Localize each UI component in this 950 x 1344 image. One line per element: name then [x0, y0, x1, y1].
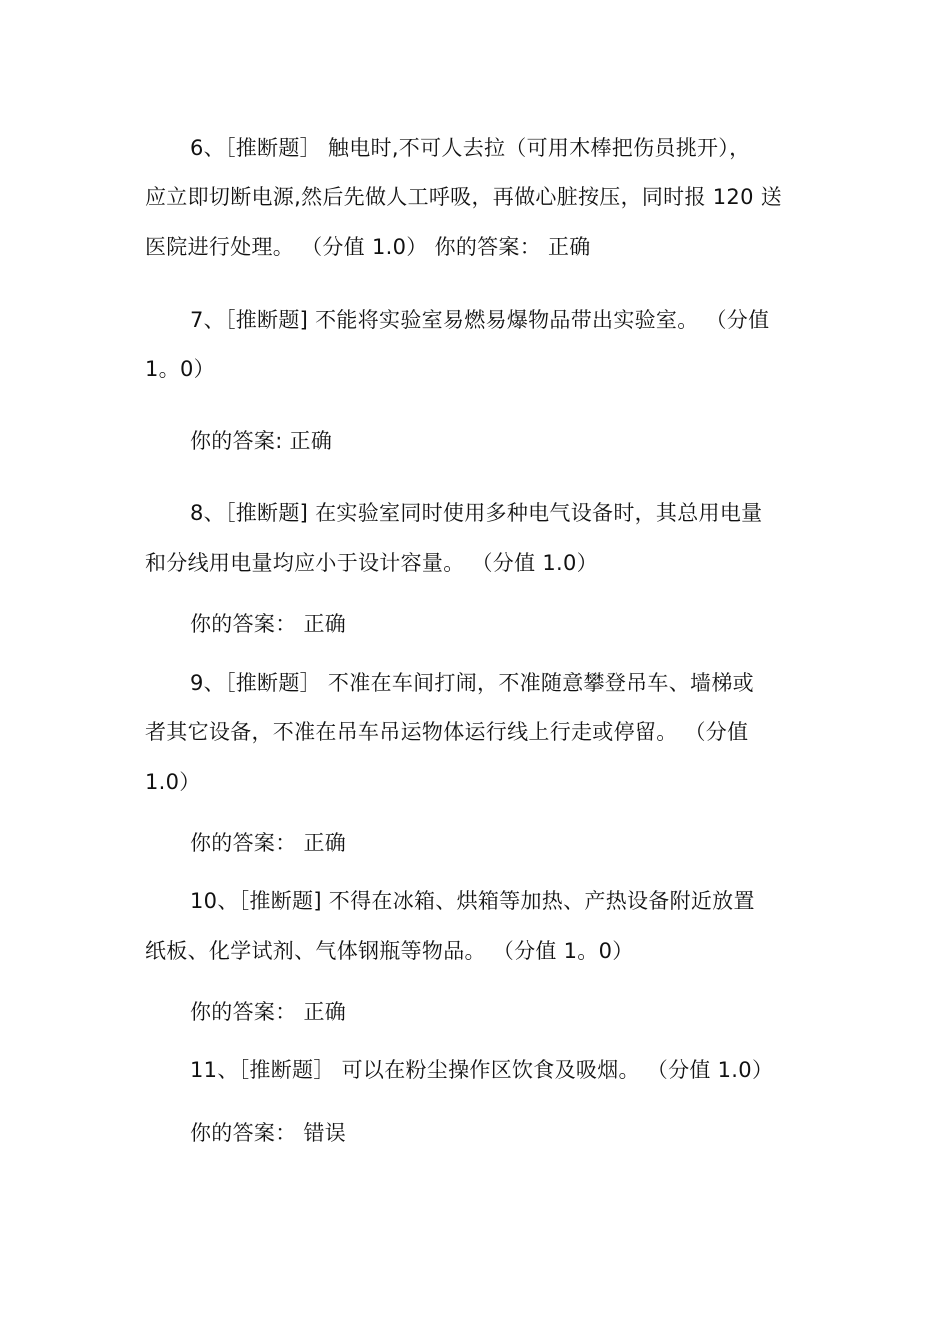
question-text-line: 8、［推断题] 在实验室同时使用多种电气设备时，其总用电量 — [190, 501, 763, 525]
question-text-line: 医院进行处理。 （分值 1.0） 你的答案： 正确 — [145, 235, 591, 259]
question-text-line: 7、［推断题] 不能将实验室易燃易爆物品带出实验室。 （分值 — [190, 308, 770, 332]
question-text-line: 纸板、化学试剂、气体钢瓶等物品。 （分值 1。0） — [145, 939, 634, 963]
question-text-line: 9、［推断题］ 不准在车间打闹，不准随意攀登吊车、墙梯或 — [190, 671, 754, 695]
answer-line: 你的答案： 正确 — [190, 612, 347, 636]
question-text-line: 1。0） — [145, 357, 215, 381]
question-text-line: 10、［推断题] 不得在冰箱、烘箱等加热、产热设备附近放置 — [190, 889, 755, 913]
question-text-line: 和分线用电量均应小于设计容量。 （分值 1.0） — [145, 551, 598, 575]
question-text-line: 者其它设备，不准在吊车吊运物体运行线上行走或停留。 （分值 — [145, 720, 749, 744]
question-text-line: 6、［推断题］ 触电时,不可人去拉（可用木棒把伤员挑开）， — [190, 136, 751, 160]
answer-line: 你的答案： 正确 — [190, 831, 347, 855]
answer-line: 你的答案： 错误 — [190, 1121, 347, 1145]
question-text-line: 11、［推断题］ 可以在粉尘操作区饮食及吸烟。 （分值 1.0） — [190, 1058, 774, 1082]
answer-line: 你的答案： 正确 — [190, 1000, 347, 1024]
answer-line: 你的答案: 正确 — [190, 429, 333, 453]
question-text-line: 应立即切断电源,然后先做人工呼吸，再做心脏按压，同时报 120 送 — [145, 185, 783, 209]
question-text-line: 1.0） — [145, 770, 201, 794]
